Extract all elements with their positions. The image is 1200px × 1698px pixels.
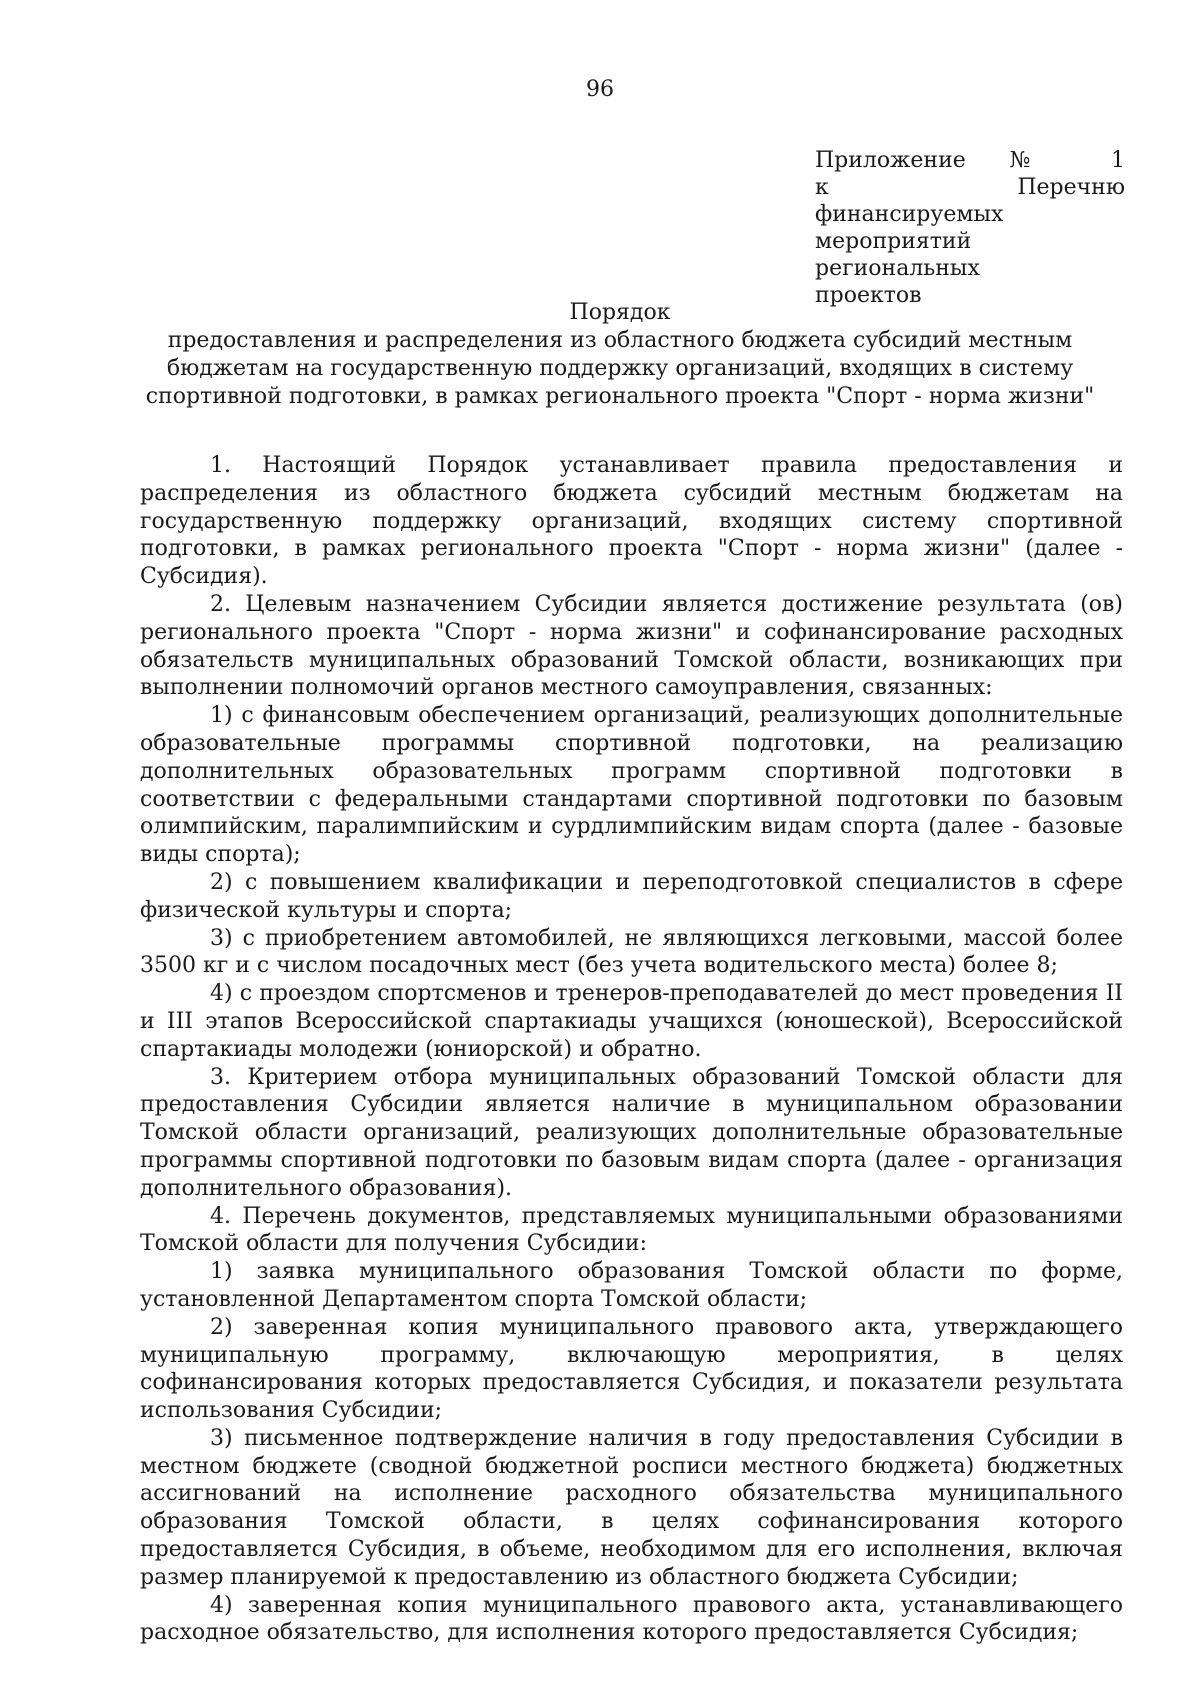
paragraph-4-item-4: 4) заверенная копия муниципального правового акта, устанавливающего расходное обязательство, для исполнения которого предоставляется Субсидия;	[140, 1592, 1123, 1646]
title-line: спортивной подготовки, в рамках регионального проекта "Спорт - норма жизни"	[145, 384, 1095, 409]
appendix-reference	[815, 147, 1125, 309]
paragraph-2-item-3: 3) с приобретением автомобилей, не являющихся легковыми, массой более 3500 кг и с числом посадочных мест (без учета водительского места) более 8;	[140, 925, 1123, 979]
document-title	[140, 299, 1100, 411]
page-number: 96	[586, 77, 614, 102]
paragraph-2: 2. Целевым назначением Субсидии является достижение результата (ов) регионального проекта "Спорт - норма жизни" и софинансирование расходных обязательств муниципальных образований Томской области, возникающих при выполнении полномочий органов местного самоуправления, связанных:	[140, 591, 1123, 701]
paragraph-2-item-1: 1) с финансовым обеспечением организаций, реализующих дополнительные образовательные программы спортивной подготовки, на реализацию дополнительных образовательных программ спортивной подготовки в соответствии с федеральными стандартами спортивной подготовки по базовым олимпийским, паралимпийским и сурдлимпийским видам спорта (далее - базовые виды спорта);	[140, 703, 1123, 868]
paragraph-1: 1. Настоящий Порядок устанавливает правила предоставления и распределения из областного бюджета субсидий местным бюджетам на государственную поддержку организаций, входящих систему спортивной подготовки, в рамках регионального проекта "Спорт - норма жизни" (далее - Субсидия).	[140, 453, 1123, 590]
document-body	[140, 452, 1123, 1647]
appendix-line: проектов	[815, 283, 922, 308]
appendix-line: к Перечню финансируемых	[815, 175, 1125, 227]
paragraph-4-item-3: 3) письменное подтверждение наличия в году предоставления Субсидии в местном бюджете (сводной бюджетной росписи местного бюджета) бюджетных ассигнований на исполнение расходного обязательства муниципального образования Томской области, в целях софинансирования которого предоставляется Субсидия, в объеме, необходимом для его исполнения, включая размер планируемой к предоставлению из областного бюджета Субсидии;	[140, 1425, 1123, 1590]
title-heading: Порядок	[569, 300, 671, 325]
appendix-line: Приложение № 1	[815, 148, 1125, 173]
paragraph-2-item-2: 2) с повышением квалификации и переподготовкой специалистов в сфере физической культуры и спорта;	[140, 869, 1123, 923]
paragraph-4-item-1: 1) заявка муниципального образования Томской области по форме, установленной Департаментом спорта Томской области;	[140, 1259, 1123, 1312]
paragraph-3: 3. Критерием отбора муниципальных образований Томской области для предоставления Субсидии является наличие в муниципальном образовании Томской области организаций, реализующих дополнительные образовательные программы спортивной подготовки по базовым видам спорта (далее - организация дополнительного образования).	[140, 1064, 1123, 1201]
appendix-line: мероприятий региональных	[815, 229, 980, 281]
paragraph-4: 4. Перечень документов, представляемых муниципальными образованиями Томской области для получения Субсидии:	[140, 1203, 1123, 1257]
title-line: предоставления и распределения из областного бюджета субсидий местным	[167, 328, 1073, 353]
title-line: бюджетам на государственную поддержку организаций, входящих в систему	[166, 356, 1074, 381]
paragraph-2-item-4: 4) с проездом спортсменов и тренеров-преподавателей до мест проведения II и III этапов Всероссийской спартакиады учащихся (юношеской), Всероссийской спартакиады молодежи (юниорской) и обратно.	[140, 981, 1123, 1062]
paragraph-4-item-2: 2) заверенная копия муниципального правового акта, утверждающего муниципальную программу, включающую мероприятия, в целях софинансирования которых предоставляется Субсидия, и показатели результата использования Субсидии;	[140, 1314, 1123, 1424]
